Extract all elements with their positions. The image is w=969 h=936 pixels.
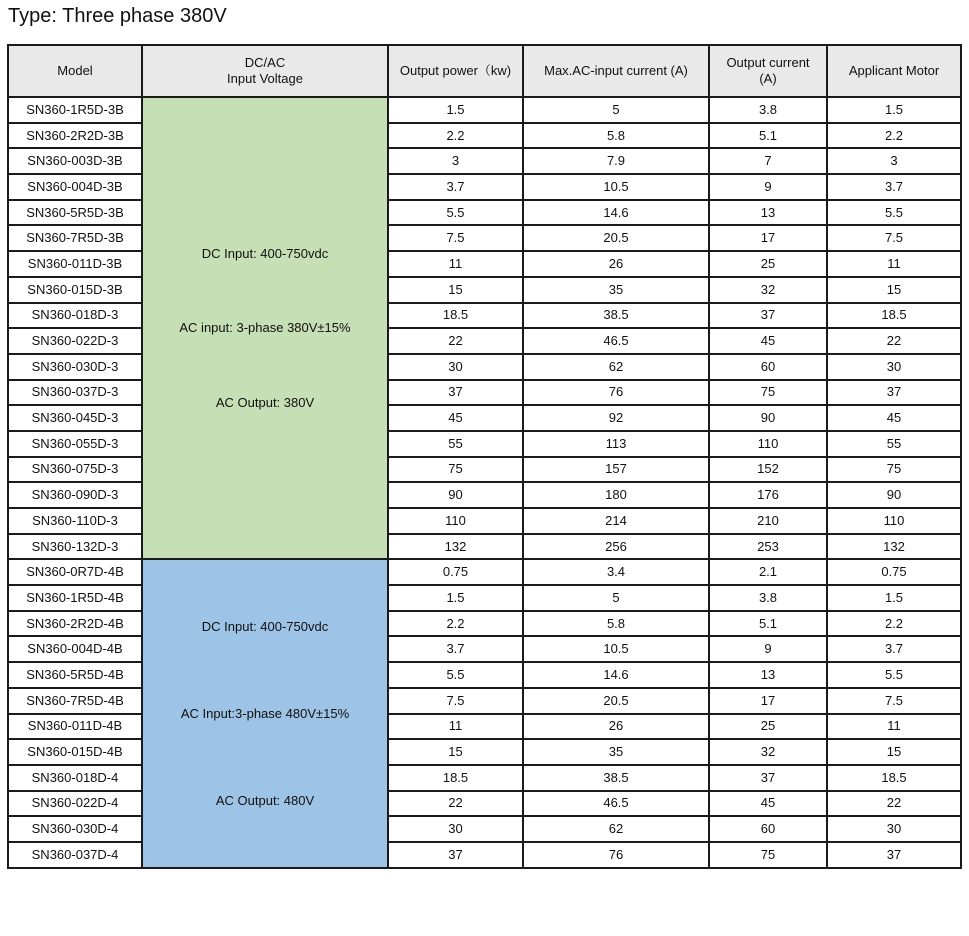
cell-output-current: 3.8: [709, 97, 827, 123]
voltage-text-block: [143, 246, 387, 411]
cell-output-current: 37: [709, 303, 827, 329]
cell-model: SN360-030D-4: [8, 816, 142, 842]
cell-model: SN360-011D-3B: [8, 251, 142, 277]
cell-model: SN360-5R5D-3B: [8, 200, 142, 226]
cell-model: SN360-015D-4B: [8, 739, 142, 765]
cell-max-input-current: 10.5: [523, 174, 709, 200]
cell-output-power: 45: [388, 405, 523, 431]
cell-applicant-motor: 7.5: [827, 688, 961, 714]
cell-output-current: 25: [709, 251, 827, 277]
ac-output-spec: AC Output: 380V: [215, 394, 315, 410]
cell-model: SN360-037D-4: [8, 842, 142, 868]
table-row: [8, 97, 961, 123]
cell-max-input-current: 20.5: [523, 688, 709, 714]
cell-output-current: 75: [709, 842, 827, 868]
cell-applicant-motor: 30: [827, 816, 961, 842]
cell-applicant-motor: 37: [827, 380, 961, 406]
cell-output-current: 13: [709, 662, 827, 688]
cell-model: SN360-110D-3: [8, 508, 142, 534]
cell-output-current: 7: [709, 148, 827, 174]
cell-output-current: 90: [709, 405, 827, 431]
cell-output-power: 30: [388, 816, 523, 842]
cell-applicant-motor: 75: [827, 457, 961, 483]
cell-output-power: 37: [388, 380, 523, 406]
cell-model: SN360-015D-3B: [8, 277, 142, 303]
cell-max-input-current: 92: [523, 405, 709, 431]
header-model: Model: [8, 45, 142, 97]
ac-output-spec: AC Output: 480V: [215, 792, 315, 808]
cell-max-input-current: 26: [523, 714, 709, 740]
cell-output-power: 11: [388, 251, 523, 277]
cell-output-current: 45: [709, 791, 827, 817]
cell-model: SN360-004D-4B: [8, 636, 142, 662]
cell-applicant-motor: 5.5: [827, 200, 961, 226]
cell-max-input-current: 76: [523, 842, 709, 868]
cell-applicant-motor: 15: [827, 277, 961, 303]
cell-output-current: 60: [709, 816, 827, 842]
cell-model: SN360-004D-3B: [8, 174, 142, 200]
cell-model: SN360-018D-4: [8, 765, 142, 791]
cell-applicant-motor: 45: [827, 405, 961, 431]
cell-applicant-motor: 90: [827, 482, 961, 508]
cell-max-input-current: 157: [523, 457, 709, 483]
table-body: [8, 97, 961, 868]
cell-output-power: 90: [388, 482, 523, 508]
ac-input-spec: AC input: 3-phase 380V±15%: [179, 320, 351, 336]
cell-model: SN360-055D-3: [8, 431, 142, 457]
cell-model: SN360-011D-4B: [8, 714, 142, 740]
cell-max-input-current: 46.5: [523, 328, 709, 354]
cell-max-input-current: 214: [523, 508, 709, 534]
cell-output-power: 1.5: [388, 97, 523, 123]
cell-applicant-motor: 2.2: [827, 123, 961, 149]
cell-max-input-current: 5: [523, 97, 709, 123]
cell-output-power: 3.7: [388, 636, 523, 662]
cell-applicant-motor: 7.5: [827, 225, 961, 251]
cell-max-input-current: 35: [523, 739, 709, 765]
cell-output-power: 3.7: [388, 174, 523, 200]
cell-applicant-motor: 1.5: [827, 585, 961, 611]
ac-input-spec: AC Input:3-phase 480V±15%: [180, 705, 350, 721]
cell-applicant-motor: 3.7: [827, 174, 961, 200]
header-input-voltage-line1: DC/AC: [244, 55, 286, 70]
cell-model: SN360-037D-3: [8, 380, 142, 406]
cell-model: SN360-030D-3: [8, 354, 142, 380]
cell-model: SN360-018D-3: [8, 303, 142, 329]
cell-max-input-current: 113: [523, 431, 709, 457]
cell-applicant-motor: 132: [827, 534, 961, 560]
cell-applicant-motor: 11: [827, 251, 961, 277]
cell-output-power: 18.5: [388, 765, 523, 791]
cell-output-power: 5.5: [388, 200, 523, 226]
cell-output-current: 75: [709, 380, 827, 406]
cell-model: SN360-1R5D-3B: [8, 97, 142, 123]
cell-model: SN360-7R5D-3B: [8, 225, 142, 251]
page-title: Type: Three phase 380V: [8, 5, 227, 27]
cell-output-power: 2.2: [388, 611, 523, 637]
cell-max-input-current: 38.5: [523, 303, 709, 329]
cell-output-power: 11: [388, 714, 523, 740]
cell-max-input-current: 20.5: [523, 225, 709, 251]
cell-output-power: 55: [388, 431, 523, 457]
header-input-voltage: [142, 45, 388, 97]
cell-applicant-motor: 11: [827, 714, 961, 740]
cell-output-power: 18.5: [388, 303, 523, 329]
cell-output-current: 13: [709, 200, 827, 226]
cell-output-power: 75: [388, 457, 523, 483]
cell-output-current: 45: [709, 328, 827, 354]
cell-output-power: 22: [388, 791, 523, 817]
cell-output-power: 0.75: [388, 559, 523, 585]
cell-applicant-motor: 3: [827, 148, 961, 174]
cell-applicant-motor: 18.5: [827, 765, 961, 791]
cell-max-input-current: 62: [523, 354, 709, 380]
cell-output-power: 3: [388, 148, 523, 174]
cell-output-current: 110: [709, 431, 827, 457]
cell-output-power: 7.5: [388, 688, 523, 714]
cell-max-input-current: 46.5: [523, 791, 709, 817]
cell-model: SN360-2R2D-3B: [8, 123, 142, 149]
cell-output-power: 7.5: [388, 225, 523, 251]
cell-applicant-motor: 18.5: [827, 303, 961, 329]
cell-model: SN360-2R2D-4B: [8, 611, 142, 637]
cell-max-input-current: 3.4: [523, 559, 709, 585]
voltage-text-block: [143, 619, 387, 809]
cell-model: SN360-132D-3: [8, 534, 142, 560]
cell-output-current: 60: [709, 354, 827, 380]
header-input-voltage-line2: Input Voltage: [227, 71, 303, 86]
dc-input-spec: DC Input: 400-750vdc: [201, 618, 329, 634]
cell-max-input-current: 5: [523, 585, 709, 611]
cell-output-current: 9: [709, 174, 827, 200]
cell-model: SN360-7R5D-4B: [8, 688, 142, 714]
cell-max-input-current: 14.6: [523, 662, 709, 688]
cell-applicant-motor: 1.5: [827, 97, 961, 123]
cell-max-input-current: 14.6: [523, 200, 709, 226]
cell-model: SN360-045D-3: [8, 405, 142, 431]
cell-applicant-motor: 2.2: [827, 611, 961, 637]
cell-applicant-motor: 22: [827, 791, 961, 817]
voltage-group-1: [142, 97, 388, 559]
cell-applicant-motor: 3.7: [827, 636, 961, 662]
cell-output-power: 37: [388, 842, 523, 868]
cell-output-current: 37: [709, 765, 827, 791]
cell-output-current: 17: [709, 225, 827, 251]
cell-output-power: 22: [388, 328, 523, 354]
cell-max-input-current: 10.5: [523, 636, 709, 662]
cell-model: SN360-1R5D-4B: [8, 585, 142, 611]
voltage-group-2: [142, 559, 388, 867]
cell-output-current: 5.1: [709, 611, 827, 637]
cell-output-current: 5.1: [709, 123, 827, 149]
cell-output-current: 176: [709, 482, 827, 508]
cell-output-current: 32: [709, 739, 827, 765]
cell-applicant-motor: 22: [827, 328, 961, 354]
cell-max-input-current: 7.9: [523, 148, 709, 174]
dc-input-spec: DC Input: 400-750vdc: [201, 245, 329, 261]
cell-max-input-current: 62: [523, 816, 709, 842]
cell-applicant-motor: 0.75: [827, 559, 961, 585]
header-output-power: Output power（kw): [388, 45, 523, 97]
cell-max-input-current: 26: [523, 251, 709, 277]
cell-output-power: 30: [388, 354, 523, 380]
cell-max-input-current: 38.5: [523, 765, 709, 791]
cell-applicant-motor: 37: [827, 842, 961, 868]
cell-output-power: 15: [388, 739, 523, 765]
cell-output-current: 32: [709, 277, 827, 303]
header-max-input-current: Max.AC-input current (A): [523, 45, 709, 97]
cell-applicant-motor: 5.5: [827, 662, 961, 688]
table-header: [8, 45, 961, 97]
cell-output-current: 9: [709, 636, 827, 662]
cell-max-input-current: 5.8: [523, 123, 709, 149]
cell-model: SN360-090D-3: [8, 482, 142, 508]
cell-output-power: 132: [388, 534, 523, 560]
cell-output-current: 2.1: [709, 559, 827, 585]
cell-applicant-motor: 55: [827, 431, 961, 457]
cell-model: SN360-022D-4: [8, 791, 142, 817]
cell-model: SN360-022D-3: [8, 328, 142, 354]
cell-max-input-current: 35: [523, 277, 709, 303]
cell-output-power: 1.5: [388, 585, 523, 611]
cell-output-power: 5.5: [388, 662, 523, 688]
cell-output-power: 15: [388, 277, 523, 303]
cell-output-current: 17: [709, 688, 827, 714]
header-row: [8, 45, 961, 97]
cell-applicant-motor: 15: [827, 739, 961, 765]
table-row: [8, 559, 961, 585]
cell-applicant-motor: 30: [827, 354, 961, 380]
cell-model: SN360-0R7D-4B: [8, 559, 142, 585]
cell-max-input-current: 76: [523, 380, 709, 406]
cell-output-power: 110: [388, 508, 523, 534]
cell-max-input-current: 180: [523, 482, 709, 508]
cell-model: SN360-075D-3: [8, 457, 142, 483]
spec-table: [7, 44, 962, 869]
cell-max-input-current: 256: [523, 534, 709, 560]
cell-output-current: 253: [709, 534, 827, 560]
header-output-current-line1: Output current: [726, 55, 810, 70]
cell-model: SN360-5R5D-4B: [8, 662, 142, 688]
cell-max-input-current: 5.8: [523, 611, 709, 637]
cell-output-current: 210: [709, 508, 827, 534]
cell-output-power: 2.2: [388, 123, 523, 149]
header-applicant-motor: Applicant Motor: [827, 45, 961, 97]
header-output-current-line2: (A): [759, 71, 777, 86]
cell-applicant-motor: 110: [827, 508, 961, 534]
cell-output-current: 3.8: [709, 585, 827, 611]
cell-output-current: 152: [709, 457, 827, 483]
cell-model: SN360-003D-3B: [8, 148, 142, 174]
header-output-current: [709, 45, 827, 97]
cell-output-current: 25: [709, 714, 827, 740]
